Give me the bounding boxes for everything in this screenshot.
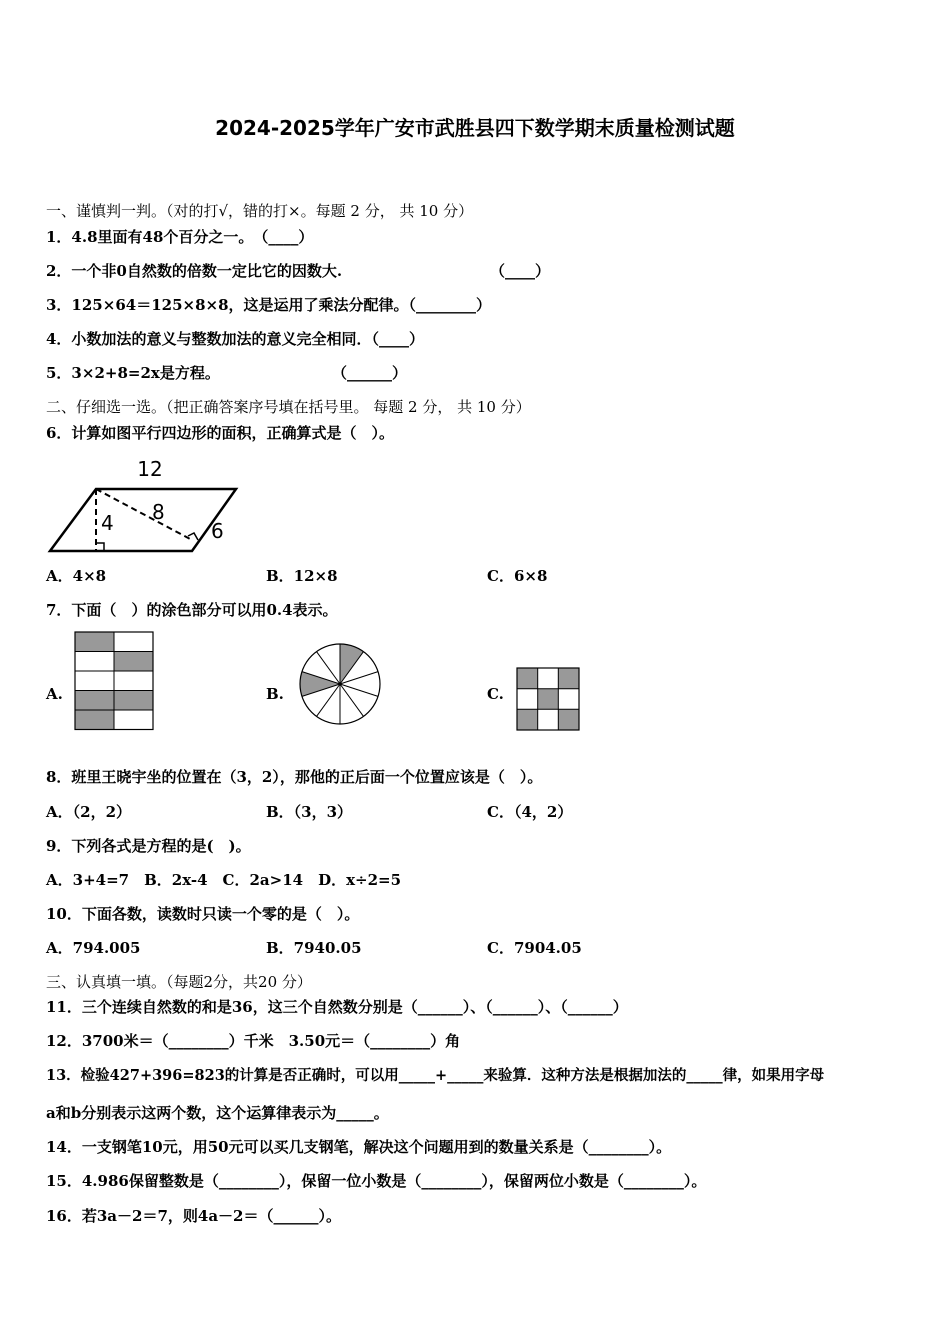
sector-line (340, 684, 378, 696)
question-1: 1．4.8里面有48个百分之一。 （____） (46, 228, 314, 246)
q7-figure-c (517, 668, 581, 732)
question-15: 15．4.986保留整数是（________），保留一位小数是（________），保留两位小数是（________）。 (46, 1172, 707, 1190)
question-4: 4．小数加法的意义与整数加法的意义完全相同．（____） (46, 330, 424, 348)
q8-option-a: A．（2，2） (46, 803, 132, 821)
q7-option-a-label: A. (46, 685, 63, 703)
q8-option-b: B．（3，3） (266, 803, 353, 821)
right-angle-mark-side (188, 533, 198, 540)
label-height: 4 (101, 511, 114, 535)
label-top: 12 (137, 457, 163, 481)
q6-option-b: B．12×8 (266, 567, 338, 585)
shaded-cell (538, 689, 559, 710)
question-14: 14．一支钢笔10元，用50元可以买几支钢笔，解决这个问题用到的数量关系是（________）。 (46, 1138, 672, 1156)
label-diagonal: 8 (152, 500, 165, 524)
section1-heading: 一、谨慎判一判。（对的打√，错的打×。每题 2 分， 共 10 分） (46, 202, 474, 220)
question-12: 12．3700米＝（________）千米 3.50元＝（________）角 (46, 1032, 461, 1050)
section3-heading: 三、认真填一填。（每题2分，共20 分） (46, 973, 312, 991)
q7-figure-a (75, 632, 155, 730)
question-5-blank: （______） (332, 364, 408, 382)
question-2: 2．一个非0自然数的倍数一定比它的因数大. (46, 262, 343, 280)
label-side: 6 (211, 519, 224, 543)
question-13-line2: a和b分别表示这两个数，这个运算律表示为_____。 (46, 1104, 389, 1122)
q7-figure-b (297, 642, 387, 732)
sector-line (340, 684, 364, 716)
q6-option-a: A．4×8 (46, 567, 107, 585)
question-11: 11．三个连续自然数的和是36，这三个自然数分别是（______）、（______）、（______） (46, 998, 628, 1016)
question-8: 8．班里王晓宇坐的位置在（3，2），那他的正后面一个位置应该是（ ）。 (46, 768, 543, 786)
question-2-blank: （____） (490, 262, 551, 280)
shaded-cell (114, 652, 153, 672)
shaded-cell (75, 632, 114, 652)
shaded-cell (75, 710, 114, 730)
question-3: 3．125×64＝125×8×8，这是运用了乘法分配律。（________） (46, 296, 492, 314)
shaded-cell (558, 709, 579, 730)
question-13-line1: 13．检验427+396=823的计算是否正确时，可以用_____+_____来验算．这种方法是根据加法的_____律，如果用字母 (46, 1067, 825, 1084)
shaded-cell (114, 691, 153, 711)
q10-option-b: B．7940.05 (266, 939, 362, 957)
parallelogram-figure (46, 456, 246, 566)
shaded-cell (558, 668, 579, 689)
question-10: 10．下面各数，读数时只读一个零的是（ ）。 (46, 905, 360, 923)
q7-option-c-label: C. (487, 685, 504, 703)
q9-options: A．3+4=7 B．2x-4 C．2a>14 D．x÷2=5 (46, 871, 402, 889)
question-9: 9．下列各式是方程的是( )。 (46, 837, 251, 855)
q6-option-c: C．6×8 (487, 567, 548, 585)
q10-option-c: C．7904.05 (487, 939, 582, 957)
q7-option-b-label: B. (266, 685, 284, 703)
question-6: 6．计算如图平行四边形的面积，正确算式是（ ）。 (46, 424, 394, 442)
question-16: 16．若3a－2＝7，则4a－2＝（______）。 (46, 1207, 341, 1225)
shaded-cell (517, 668, 538, 689)
section2-heading: 二、仔细选一选。（把正确答案序号填在括号里。 每题 2 分， 共 10 分） (46, 398, 531, 416)
parallelogram-outline (50, 489, 236, 551)
page-title: 2024-2025学年广安市武胜县四下数学期末质量检测试题 (215, 116, 735, 140)
shaded-cell (517, 709, 538, 730)
shaded-cell (75, 691, 114, 711)
q8-option-c: C．（4，2） (487, 803, 573, 821)
q10-option-a: A．794.005 (46, 939, 141, 957)
question-5: 5．3×2+8=2x是方程。 (46, 364, 220, 382)
question-7: 7．下面（ ）的涂色部分可以用0.4表示。 (46, 601, 338, 619)
